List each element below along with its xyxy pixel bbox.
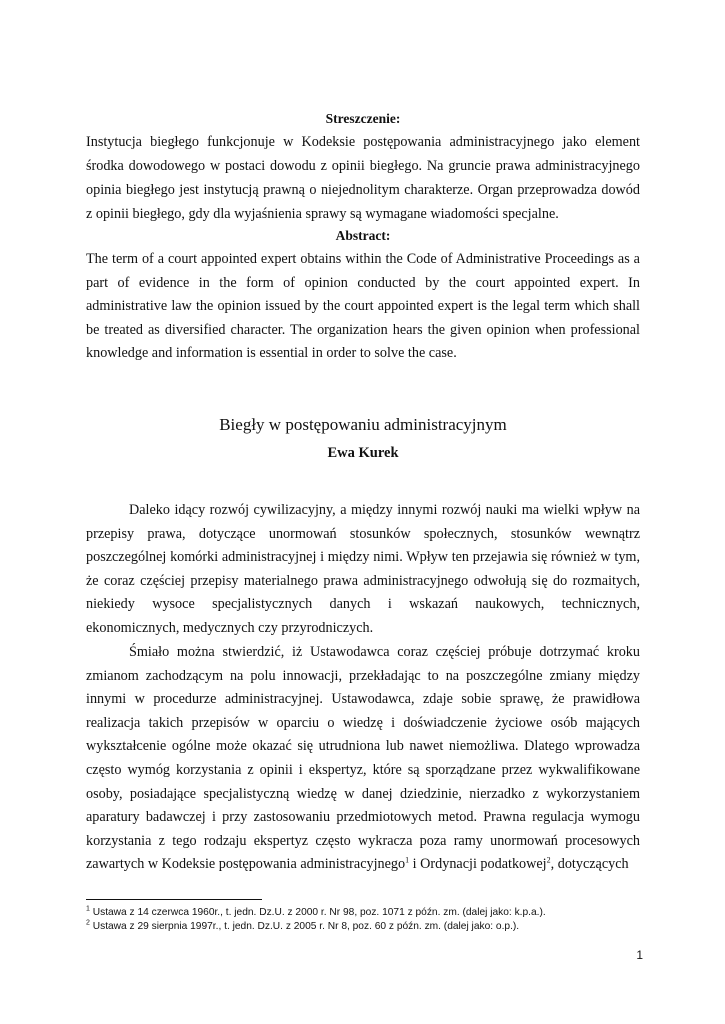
footnote-2-text: Ustawa z 29 sierpnia 1997r., t. jedn. Dz.U. z 2005 r. Nr 8, poz. 60 z późn. zm. (dalej jako: o.p.). xyxy=(89,921,520,932)
footnote-divider xyxy=(86,899,262,900)
summary-text: Instytucja biegłego funkcjonuje w Kodeksie postępowania administracyjnego jako element środka dowodowego w postaci dowodu z opinii biegłego. Na gruncie prawa administracyjnego opinia biegłego jest instytucją prawną o niejednolitym charakterze. Organ przeprowadza dowód z opinii biegłego, gdy dla wyjaśnienia sprawy są wymagane wiadomości specjalne. xyxy=(86,134,640,222)
footnote-1-number: 1 xyxy=(86,905,90,913)
footnote-1 xyxy=(86,906,646,920)
abstract-heading: Abstract: xyxy=(335,228,391,243)
summary-heading: Streszczenie: xyxy=(325,111,401,126)
paragraph-2-mid: i Ordynacji podatkowej xyxy=(409,856,547,873)
footnote-2 xyxy=(86,920,646,934)
article-author: Ewa Kurek xyxy=(327,445,399,461)
footnote-1-text: Ustawa z 14 czerwca 1960r., t. jedn. Dz.U. z 2000 r. Nr 98, poz. 1071 z późn. zm. (dalej jako: k.p.a.). xyxy=(89,907,546,918)
paragraph-2 xyxy=(86,641,640,877)
paragraph-2-main: Śmiało można stwierdzić, iż Ustawodawca coraz częściej próbuje dotrzymać kroku zmianom zachodzącym na polu innowacji, przekładając to na poszczególne zmiany między innymi w procedurze administracyjnej. Ustawodawca, zdaje sobie sprawę, że prawidłowa realizacja takich przepisów w oparciu o wiedzę i doświadczenie życiowe osób mających wykształcenie ogólne może okazać się utrudniona lub nawet niemożliwa. Dlatego wprowadza często wymóg korzystania z opinii i ekspertyz, które są sporządzane przez wykwalifikowane osoby, posiadające specjalistyczną wiedzę w danej dziedzinie, nierzadko z wykorzystaniem aparatury badawczej i przy zastosowaniu przedmiotowych metod. Prawna regulacja wymogu korzystania z tego rodzaju ekspertyz często wykracza poza ramy unormowań procesowych zawartych w Kodeksie postępowania administracyjnego xyxy=(86,644,640,873)
paragraph-2-end: , dotyczących xyxy=(550,856,629,873)
document-page xyxy=(86,0,643,1024)
page-number: 1 xyxy=(636,948,643,962)
paragraph-1: Daleko idący rozwój cywilizacyjny, a między innymi rozwój nauki ma wielki wpływ na przepisy prawa, dotyczące unormowań stosunków społecznych, stosunków wewnątrz poszczególnej komórki administracyjnej i między nimi. Wpływ ten przejawia się również w tym, że coraz częściej przepisy materialnego prawa administracyjnego odwołują się do rozmaitych, niekiedy wysoce specjalistycznych danych i wskazań naukowych, technicznych, ekonomicznych, medycznych czy przyrodniczych. xyxy=(86,502,640,636)
article-title: Biegły w postępowaniu administracyjnym xyxy=(219,415,507,434)
footnote-ref-1[interactable]: 1 xyxy=(405,855,410,865)
footnote-2-number: 2 xyxy=(86,919,90,927)
abstract-text: The term of a court appointed expert obtains within the Code of Administrative Proceedings as a part of evidence in the form of opinion conducted by the court appointed expert. In administrative law the opinion issued by the court appointed expert is the legal term which shall be treated as diversified character. The organization hears the given opinion when professional knowledge and information is essential in order to solve the case. xyxy=(86,251,640,362)
footnote-ref-2[interactable]: 2 xyxy=(546,855,551,865)
